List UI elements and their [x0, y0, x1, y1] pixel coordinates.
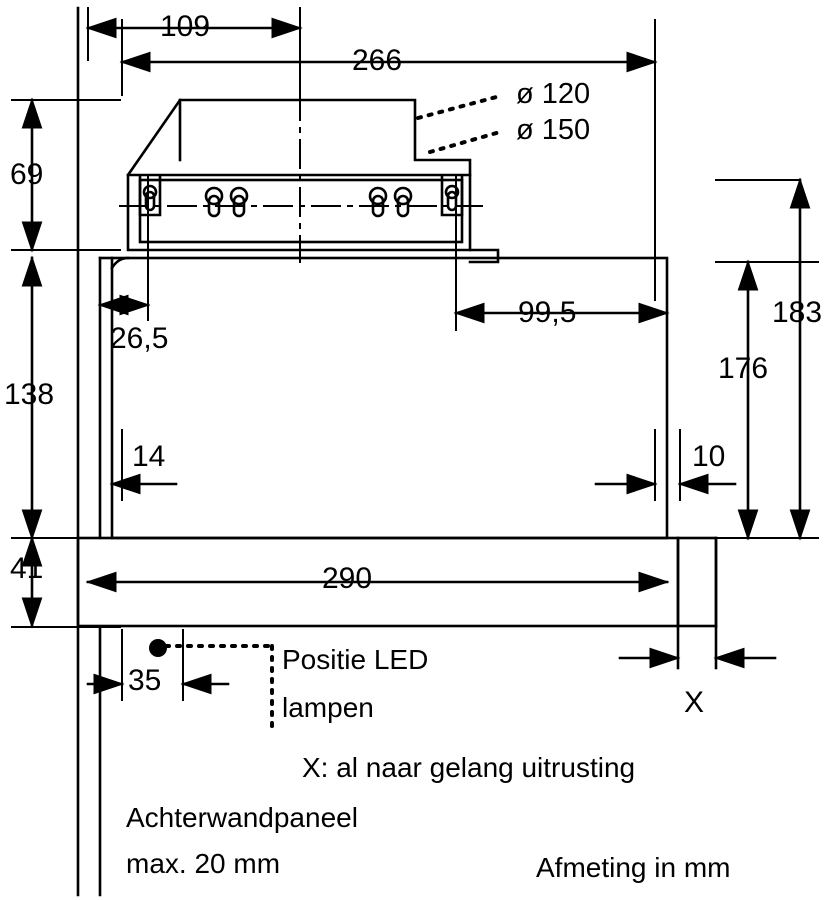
callout-panel-line1: Achterwandpaneel — [126, 802, 358, 833]
dimension-14: 14 — [132, 440, 166, 473]
dimension-183: 183 — [772, 296, 823, 329]
callout-led-line2: lampen — [282, 692, 374, 723]
dimension-290: 290 — [322, 562, 373, 595]
dimension-266: 266 — [352, 44, 403, 77]
dimension-10: 10 — [692, 440, 726, 473]
callout-panel-line2: max. 20 mm — [126, 848, 281, 879]
dimension-69: 69 — [10, 158, 44, 191]
unit-note: Afmeting in mm — [536, 852, 731, 883]
dimension-35: 35 — [128, 664, 162, 697]
callout-duct-150: ø 150 — [516, 114, 591, 146]
dimension-41: 41 — [10, 552, 44, 585]
callout-x-note: X: al naar gelang uitrusting — [302, 752, 636, 783]
dimension-26-5: 26,5 — [110, 322, 169, 355]
dimension-138: 138 — [4, 378, 55, 411]
dimension-99-5: 99,5 — [518, 296, 577, 329]
dimension-176: 176 — [718, 352, 769, 385]
dimension-x: X — [684, 686, 705, 719]
callout-duct-120: ø 120 — [516, 78, 591, 110]
dimension-109: 109 — [160, 10, 211, 43]
callout-led-line1: Positie LED — [282, 644, 429, 675]
